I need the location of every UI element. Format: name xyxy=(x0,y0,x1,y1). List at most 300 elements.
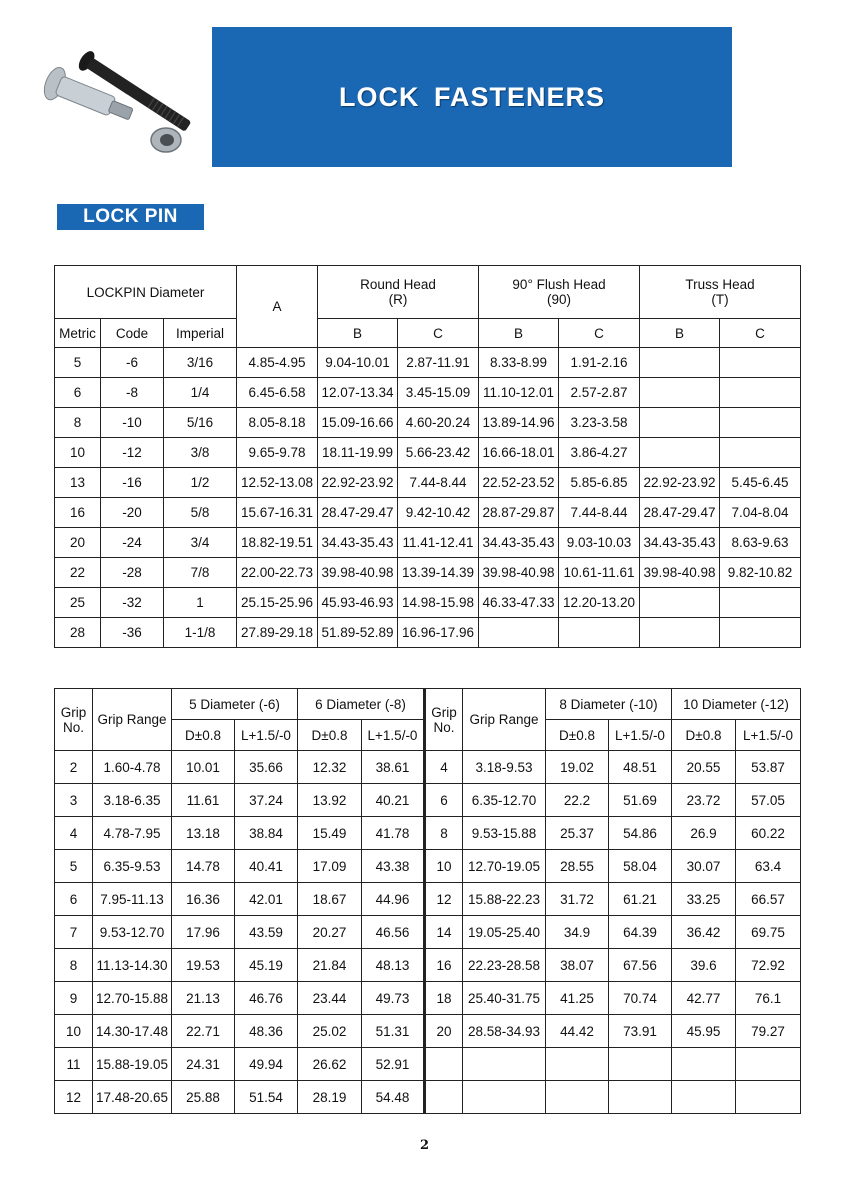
header-flush-c: C xyxy=(559,319,640,348)
table-cell: 3/4 xyxy=(164,528,237,558)
table-cell: 8 xyxy=(55,949,93,982)
table-cell: 64.39 xyxy=(609,916,672,949)
table-cell: 3 xyxy=(55,784,93,817)
header-grip-no-left xyxy=(55,689,93,751)
table-cell: 19.05-25.40 xyxy=(463,916,546,949)
table-cell: 16.36 xyxy=(172,883,235,916)
table-cell: 52.91 xyxy=(362,1048,425,1081)
header-10-diameter: 10 Diameter (-12) xyxy=(672,689,801,720)
table-cell: 3.23-3.58 xyxy=(559,408,640,438)
grip-no-label: Grip No. xyxy=(431,704,457,735)
table-cell: 15.09-16.66 xyxy=(318,408,398,438)
truss-head-label: Truss Head xyxy=(685,277,755,292)
table-cell: 22.23-28.58 xyxy=(463,949,546,982)
table-row xyxy=(55,618,801,648)
table-cell: 14.98-15.98 xyxy=(398,588,479,618)
table-cell: 9.53-12.70 xyxy=(93,916,172,949)
header-5-diameter: 5 Diameter (-6) xyxy=(172,689,298,720)
table-cell: 9.04-10.01 xyxy=(318,348,398,378)
table-cell: 22.92-23.92 xyxy=(640,468,720,498)
table-cell: 5/16 xyxy=(164,408,237,438)
table-cell: -20 xyxy=(101,498,164,528)
table-cell: 17.09 xyxy=(298,850,362,883)
table-cell: 5/8 xyxy=(164,498,237,528)
table-cell: 18.67 xyxy=(298,883,362,916)
lockpin-table-body xyxy=(55,348,801,648)
table-cell: 46.33-47.33 xyxy=(479,588,559,618)
table-row xyxy=(55,498,801,528)
table-cell: 18.11-19.99 xyxy=(318,438,398,468)
table-cell: 5.85-6.85 xyxy=(559,468,640,498)
table-cell: 28.58-34.93 xyxy=(463,1015,546,1048)
table-cell: 15.88-22.23 xyxy=(463,883,546,916)
table-cell: 3.45-15.09 xyxy=(398,378,479,408)
table-cell: 46.76 xyxy=(235,982,298,1015)
table-cell: 2.87-11.91 xyxy=(398,348,479,378)
table-cell: 20.27 xyxy=(298,916,362,949)
table-cell: 8 xyxy=(55,408,101,438)
table-cell: 14 xyxy=(425,916,463,949)
table-cell: 10 xyxy=(425,850,463,883)
table-cell: 16 xyxy=(425,949,463,982)
table-cell xyxy=(720,438,801,468)
table-row xyxy=(55,378,801,408)
table-cell: 16.66-18.01 xyxy=(479,438,559,468)
table-cell xyxy=(609,1048,672,1081)
flush-head-code: (90) xyxy=(547,292,572,307)
table-cell: 12.20-13.20 xyxy=(559,588,640,618)
truss-head-code: (T) xyxy=(711,292,729,307)
table-cell: 3.18-9.53 xyxy=(463,751,546,784)
table-cell: 20 xyxy=(425,1015,463,1048)
table-header-row xyxy=(55,266,801,319)
table-cell: 19.53 xyxy=(172,949,235,982)
header-d: D±0.8 xyxy=(172,720,235,751)
table-cell xyxy=(463,1048,546,1081)
table-cell: -36 xyxy=(101,618,164,648)
table-cell: 7 xyxy=(55,916,93,949)
table-cell: 26.9 xyxy=(672,817,736,850)
table-cell: 20.55 xyxy=(672,751,736,784)
table-cell: 9.65-9.78 xyxy=(237,438,318,468)
table-cell: 37.24 xyxy=(235,784,298,817)
header-l: L+1.5/-0 xyxy=(362,720,425,751)
table-cell: 4.78-7.95 xyxy=(93,817,172,850)
table-cell: 10 xyxy=(55,1015,93,1048)
table-row xyxy=(55,982,801,1015)
table-cell: 57.05 xyxy=(736,784,801,817)
table-row xyxy=(55,528,801,558)
table-cell: 11.61 xyxy=(172,784,235,817)
table-cell xyxy=(463,1081,546,1114)
table-subheader-row xyxy=(55,319,801,348)
table-cell: 1/4 xyxy=(164,378,237,408)
table-cell: 34.43-35.43 xyxy=(318,528,398,558)
table-cell: 18.82-19.51 xyxy=(237,528,318,558)
table-cell: 13.89-14.96 xyxy=(479,408,559,438)
table-cell: 6 xyxy=(55,883,93,916)
table-cell: 4 xyxy=(55,817,93,850)
table-cell xyxy=(720,618,801,648)
table-cell: 66.57 xyxy=(736,883,801,916)
table-cell: 21.84 xyxy=(298,949,362,982)
table-cell: 51.89-52.89 xyxy=(318,618,398,648)
header-l: L+1.5/-0 xyxy=(235,720,298,751)
table-cell: 9.42-10.42 xyxy=(398,498,479,528)
table-cell: 49.94 xyxy=(235,1048,298,1081)
table-cell: 15.88-19.05 xyxy=(93,1048,172,1081)
table-cell: 15.49 xyxy=(298,817,362,850)
table-cell: 14.78 xyxy=(172,850,235,883)
table-cell: 28.55 xyxy=(546,850,609,883)
table-cell: 5.45-6.45 xyxy=(720,468,801,498)
table-cell: 7.44-8.44 xyxy=(559,498,640,528)
page-title: LOCK FASTENERS xyxy=(338,81,606,112)
table-cell: 22.2 xyxy=(546,784,609,817)
table-cell: 23.72 xyxy=(672,784,736,817)
table-row xyxy=(55,408,801,438)
table-cell: 45.19 xyxy=(235,949,298,982)
table-cell: 7.04-8.04 xyxy=(720,498,801,528)
table-row xyxy=(55,784,801,817)
table-cell xyxy=(640,588,720,618)
table-row xyxy=(55,916,801,949)
table-cell: 51.54 xyxy=(235,1081,298,1114)
table-cell: 44.96 xyxy=(362,883,425,916)
table-cell: 10 xyxy=(55,438,101,468)
table-cell: 22 xyxy=(55,558,101,588)
table-cell: 27.89-29.18 xyxy=(237,618,318,648)
table-cell: 23.44 xyxy=(298,982,362,1015)
table-cell: 38.84 xyxy=(235,817,298,850)
table-cell: 25.02 xyxy=(298,1015,362,1048)
header-grip-no-right xyxy=(425,689,463,751)
table-cell: 30.07 xyxy=(672,850,736,883)
header-d: D±0.8 xyxy=(546,720,609,751)
table-cell: 69.75 xyxy=(736,916,801,949)
table-cell: 28.47-29.47 xyxy=(640,498,720,528)
table-cell: 72.92 xyxy=(736,949,801,982)
table-cell: 12.52-13.08 xyxy=(237,468,318,498)
table-cell: -6 xyxy=(101,348,164,378)
title-banner xyxy=(212,27,732,167)
table-cell xyxy=(640,348,720,378)
table-cell xyxy=(425,1081,463,1114)
table-row xyxy=(55,751,801,784)
table-cell: 39.98-40.98 xyxy=(640,558,720,588)
table-cell: 12 xyxy=(425,883,463,916)
table-cell: 9 xyxy=(55,982,93,1015)
table-cell: 28.19 xyxy=(298,1081,362,1114)
table-cell: 38.07 xyxy=(546,949,609,982)
table-cell: 12.70-19.05 xyxy=(463,850,546,883)
table-cell: -24 xyxy=(101,528,164,558)
table-cell: 1 xyxy=(164,588,237,618)
table-cell xyxy=(640,618,720,648)
header-grip-range-left: Grip Range xyxy=(93,689,172,751)
table-cell: 12.32 xyxy=(298,751,362,784)
table-cell: 46.56 xyxy=(362,916,425,949)
table-cell: 11.10-12.01 xyxy=(479,378,559,408)
table-cell: 8.05-8.18 xyxy=(237,408,318,438)
round-head-label: Round Head xyxy=(360,277,436,292)
table-cell: 8.33-8.99 xyxy=(479,348,559,378)
table-cell: 38.61 xyxy=(362,751,425,784)
header-l: L+1.5/-0 xyxy=(609,720,672,751)
table-cell: 48.36 xyxy=(235,1015,298,1048)
table-cell: 34.9 xyxy=(546,916,609,949)
header-truss-c: C xyxy=(720,319,801,348)
table-cell: 41.78 xyxy=(362,817,425,850)
table-cell xyxy=(640,438,720,468)
table-row xyxy=(55,438,801,468)
table-cell: -28 xyxy=(101,558,164,588)
table-cell: 12 xyxy=(55,1081,93,1114)
table-cell: 7.44-8.44 xyxy=(398,468,479,498)
table-cell: 26.62 xyxy=(298,1048,362,1081)
table-cell: 40.21 xyxy=(362,784,425,817)
table-cell: 6 xyxy=(425,784,463,817)
table-cell: 8.63-9.63 xyxy=(720,528,801,558)
table-cell: 9.82-10.82 xyxy=(720,558,801,588)
table-cell: 24.31 xyxy=(172,1048,235,1081)
header-round-c: C xyxy=(398,319,479,348)
header-truss-head xyxy=(640,266,801,319)
table-cell: 5 xyxy=(55,850,93,883)
table-cell xyxy=(425,1048,463,1081)
round-head-code: (R) xyxy=(388,292,408,307)
table-cell xyxy=(720,348,801,378)
table-cell: 4 xyxy=(425,751,463,784)
table-cell xyxy=(546,1048,609,1081)
header-truss-b: B xyxy=(640,319,720,348)
table-cell xyxy=(736,1081,801,1114)
table-cell: 25 xyxy=(55,588,101,618)
table-cell: 22.00-22.73 xyxy=(237,558,318,588)
table-cell: 54.48 xyxy=(362,1081,425,1114)
table-cell: 31.72 xyxy=(546,883,609,916)
table-cell: 39.6 xyxy=(672,949,736,982)
table-cell: 40.41 xyxy=(235,850,298,883)
table-cell: 6.35-9.53 xyxy=(93,850,172,883)
table-cell: 7.95-11.13 xyxy=(93,883,172,916)
table-cell: 6 xyxy=(55,378,101,408)
grip-range-table xyxy=(54,688,801,1114)
table-cell: 60.22 xyxy=(736,817,801,850)
table-cell: 11.41-12.41 xyxy=(398,528,479,558)
table-cell: 1-1/8 xyxy=(164,618,237,648)
table-cell: 1.91-2.16 xyxy=(559,348,640,378)
table-cell: 35.66 xyxy=(235,751,298,784)
table-cell: 13 xyxy=(55,468,101,498)
grip-no-label: Grip No. xyxy=(60,704,87,735)
table-row xyxy=(55,1048,801,1081)
table-cell: 33.25 xyxy=(672,883,736,916)
table-cell: 3/16 xyxy=(164,348,237,378)
table-cell: 2.57-2.87 xyxy=(559,378,640,408)
table-cell: 7/8 xyxy=(164,558,237,588)
header-lockpin-diameter: LOCKPIN Diameter xyxy=(55,266,237,319)
table-row xyxy=(55,558,801,588)
table-cell xyxy=(736,1048,801,1081)
table-cell: 13.18 xyxy=(172,817,235,850)
table-cell: 28.47-29.47 xyxy=(318,498,398,528)
lockpin-dimensions-table xyxy=(54,265,801,648)
table-cell: 42.77 xyxy=(672,982,736,1015)
table-cell xyxy=(720,378,801,408)
table-cell xyxy=(609,1081,672,1114)
table-cell: 4.60-20.24 xyxy=(398,408,479,438)
grip-header-row xyxy=(55,689,801,720)
table-cell: 51.31 xyxy=(362,1015,425,1048)
header-round-head xyxy=(318,266,479,319)
table-cell: 39.98-40.98 xyxy=(318,558,398,588)
table-row xyxy=(55,348,801,378)
table-cell: 1/2 xyxy=(164,468,237,498)
header-6-diameter: 6 Diameter (-8) xyxy=(298,689,425,720)
table-cell: 48.51 xyxy=(609,751,672,784)
table-cell: 17.48-20.65 xyxy=(93,1081,172,1114)
table-cell: 49.73 xyxy=(362,982,425,1015)
table-cell xyxy=(672,1048,736,1081)
table-cell: 25.37 xyxy=(546,817,609,850)
table-cell: 14.30-17.48 xyxy=(93,1015,172,1048)
table-cell: 4.85-4.95 xyxy=(237,348,318,378)
table-cell: 76.1 xyxy=(736,982,801,1015)
table-cell: 44.42 xyxy=(546,1015,609,1048)
table-cell: 51.69 xyxy=(609,784,672,817)
table-cell xyxy=(720,408,801,438)
table-cell: 12.70-15.88 xyxy=(93,982,172,1015)
table-cell: 22.92-23.92 xyxy=(318,468,398,498)
table-cell: 3.18-6.35 xyxy=(93,784,172,817)
table-row xyxy=(55,850,801,883)
table-cell: 48.13 xyxy=(362,949,425,982)
table-cell: 73.91 xyxy=(609,1015,672,1048)
table-cell: 63.4 xyxy=(736,850,801,883)
table-cell: 61.21 xyxy=(609,883,672,916)
table-cell: 10.61-11.61 xyxy=(559,558,640,588)
table-cell: 34.43-35.43 xyxy=(479,528,559,558)
table-cell: 9.03-10.03 xyxy=(559,528,640,558)
table-cell: 25.88 xyxy=(172,1081,235,1114)
header-l: L+1.5/-0 xyxy=(736,720,801,751)
table-cell: 25.40-31.75 xyxy=(463,982,546,1015)
table-cell: 16 xyxy=(55,498,101,528)
table-cell: -16 xyxy=(101,468,164,498)
table-cell: 22.71 xyxy=(172,1015,235,1048)
header-code: Code xyxy=(101,319,164,348)
table-cell: 18 xyxy=(425,982,463,1015)
table-cell: 20 xyxy=(55,528,101,558)
header-grip-range-right: Grip Range xyxy=(463,689,546,751)
table-cell: 34.43-35.43 xyxy=(640,528,720,558)
table-row xyxy=(55,588,801,618)
table-cell: 5.66-23.42 xyxy=(398,438,479,468)
table-cell: 3/8 xyxy=(164,438,237,468)
table-cell: 28.87-29.87 xyxy=(479,498,559,528)
grip-table-body xyxy=(55,751,801,1114)
flush-head-label: 90° Flush Head xyxy=(512,277,606,292)
header-imperial: Imperial xyxy=(164,319,237,348)
header-8-diameter: 8 Diameter (-10) xyxy=(546,689,672,720)
table-cell: 8 xyxy=(425,817,463,850)
table-cell: 2 xyxy=(55,751,93,784)
table-row xyxy=(55,1015,801,1048)
table-cell: 43.59 xyxy=(235,916,298,949)
table-cell: 28 xyxy=(55,618,101,648)
page-number: 2 xyxy=(419,1138,430,1153)
table-cell: 54.86 xyxy=(609,817,672,850)
table-cell: 10.01 xyxy=(172,751,235,784)
table-cell: 1.60-4.78 xyxy=(93,751,172,784)
table-cell: 15.67-16.31 xyxy=(237,498,318,528)
table-cell: 16.96-17.96 xyxy=(398,618,479,648)
table-cell xyxy=(479,618,559,648)
table-cell: 45.93-46.93 xyxy=(318,588,398,618)
section-label: LOCK PIN xyxy=(57,204,204,230)
table-cell xyxy=(640,408,720,438)
table-row xyxy=(55,1081,801,1114)
table-cell: 17.96 xyxy=(172,916,235,949)
lock-pin-illustration-icon xyxy=(36,40,202,158)
table-cell: 13.39-14.39 xyxy=(398,558,479,588)
table-cell: -12 xyxy=(101,438,164,468)
header-flush-b: B xyxy=(479,319,559,348)
table-cell xyxy=(720,588,801,618)
table-cell: 53.87 xyxy=(736,751,801,784)
table-cell: 36.42 xyxy=(672,916,736,949)
header-metric: Metric xyxy=(55,319,101,348)
table-cell: 67.56 xyxy=(609,949,672,982)
table-cell: 3.86-4.27 xyxy=(559,438,640,468)
table-cell: 79.27 xyxy=(736,1015,801,1048)
header-flush-head xyxy=(479,266,640,319)
header-d: D±0.8 xyxy=(672,720,736,751)
table-cell: -8 xyxy=(101,378,164,408)
table-cell: 43.38 xyxy=(362,850,425,883)
table-cell: 22.52-23.52 xyxy=(479,468,559,498)
table-cell: 6.45-6.58 xyxy=(237,378,318,408)
table-cell: 41.25 xyxy=(546,982,609,1015)
table-cell: 11 xyxy=(55,1048,93,1081)
table-cell: 70.74 xyxy=(609,982,672,1015)
table-row xyxy=(55,468,801,498)
table-cell: 58.04 xyxy=(609,850,672,883)
table-cell: 5 xyxy=(55,348,101,378)
table-row xyxy=(55,949,801,982)
header-round-b: B xyxy=(318,319,398,348)
table-cell xyxy=(559,618,640,648)
table-cell: 21.13 xyxy=(172,982,235,1015)
table-cell: 25.15-25.96 xyxy=(237,588,318,618)
table-cell: 6.35-12.70 xyxy=(463,784,546,817)
table-cell: 11.13-14.30 xyxy=(93,949,172,982)
table-cell: -10 xyxy=(101,408,164,438)
table-cell: 39.98-40.98 xyxy=(479,558,559,588)
table-cell: 19.02 xyxy=(546,751,609,784)
table-cell: 12.07-13.34 xyxy=(318,378,398,408)
table-cell xyxy=(640,378,720,408)
table-cell xyxy=(546,1081,609,1114)
table-cell: 42.01 xyxy=(235,883,298,916)
table-cell: 9.53-15.88 xyxy=(463,817,546,850)
table-cell: -32 xyxy=(101,588,164,618)
table-row xyxy=(55,817,801,850)
table-cell: 45.95 xyxy=(672,1015,736,1048)
table-cell: 13.92 xyxy=(298,784,362,817)
header-d: D±0.8 xyxy=(298,720,362,751)
